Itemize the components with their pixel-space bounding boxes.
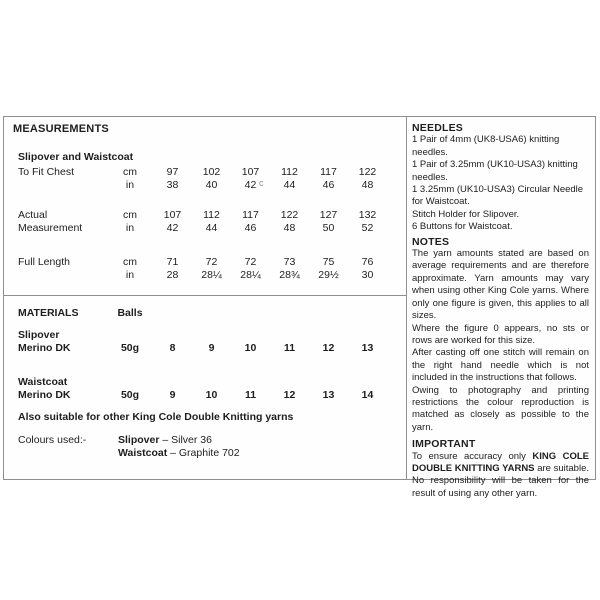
measurement-value: 122	[280, 209, 299, 221]
note-paragraph: Owing to photography and printing restrictions the colour reproduction is matched as closely as possible to the yarn.	[412, 384, 589, 433]
needle-item: 1 Pair of 4mm (UK8-USA6) knitting needles.	[412, 134, 560, 158]
measurement-line	[13, 166, 406, 179]
scan-artifact: c	[259, 178, 264, 188]
colours-label: Colours used:-	[18, 434, 87, 446]
colour-value: – Graphite 702	[167, 447, 240, 459]
measurement-row-group	[13, 166, 406, 192]
important-text-post: are suitable. No responsibility will be taken for the result of using any other yarn.	[412, 462, 589, 499]
measurement-value: 50	[322, 222, 335, 234]
measurement-value: 42	[166, 222, 179, 234]
balls-count: 13	[322, 389, 335, 401]
note-paragraph: The yarn amounts stated are based on average requirements and are therefore approximate. Yarn amounts may vary when using other King Cole yarns. Where only one figure is given, this applies to all sizes.	[412, 248, 589, 322]
right-column	[407, 117, 595, 499]
measurements-title: MEASUREMENTS	[13, 123, 109, 135]
important-paragraph	[412, 451, 589, 501]
balls-count: 13	[361, 342, 374, 354]
measurement-value: 107	[241, 166, 260, 178]
measurement-value: 117	[320, 166, 337, 178]
notes-paragraphs	[412, 248, 589, 434]
measurement-row-group	[13, 256, 406, 282]
colours-row	[13, 434, 406, 460]
important-text-bold: KING COLE DOUBLE KNITTING YARNS	[412, 450, 589, 474]
unit-label: in	[125, 179, 135, 191]
measurement-value: 132	[358, 209, 377, 221]
unit-label: cm	[123, 166, 137, 178]
needle-item: 1 3.25mm (UK10-USA3) Circular Needle for Waistcoat.	[412, 184, 584, 208]
measurement-line	[13, 222, 406, 235]
measurement-value: 28¼	[240, 269, 261, 281]
needle-item: 1 Pair of 3.25mm (UK10-USA3) knitting needles.	[412, 159, 578, 183]
measurement-label: Full Length	[18, 256, 70, 268]
material-name-line	[13, 376, 406, 389]
left-column	[4, 117, 407, 479]
balls-count: 8	[169, 342, 176, 354]
measurement-value: 71	[166, 256, 179, 268]
also-suitable-note: Also suitable for other King Cole Double Knitting yarns	[18, 411, 294, 423]
balls-count: 9	[208, 342, 215, 354]
unit-label: in	[125, 269, 135, 281]
materials-items	[13, 329, 406, 402]
notes-title: NOTES	[412, 235, 450, 248]
pattern-info-box	[3, 116, 596, 499]
colour-entry	[118, 447, 387, 460]
material-name: Waistcoat	[18, 376, 68, 388]
measurement-value: 72	[205, 256, 218, 268]
balls-column-label: Balls	[117, 307, 143, 319]
colour-value: – Silver 36	[159, 434, 212, 446]
needle-item: 6 Buttons for Waistcoat.	[412, 221, 513, 233]
measurement-value: 28¼	[201, 269, 222, 281]
measurement-value: 42	[244, 179, 257, 191]
measurement-value: 40	[205, 179, 218, 191]
measurement-value: 48	[361, 179, 374, 191]
materials-title: MATERIALS	[18, 307, 79, 319]
measurement-value: 44	[283, 179, 296, 191]
colour-entry	[118, 434, 387, 447]
measurement-value: 127	[319, 209, 338, 221]
important-title: IMPORTANT	[412, 438, 476, 451]
measurement-value: 44	[205, 222, 218, 234]
measurement-value: 48	[283, 222, 296, 234]
measurement-value: 102	[202, 166, 221, 178]
measurement-line	[13, 179, 406, 192]
balls-count: 10	[205, 389, 218, 401]
measurement-value: 30	[361, 269, 374, 281]
measurement-row-group	[13, 209, 406, 235]
measurement-line	[13, 256, 406, 269]
measurement-value: 28	[166, 269, 179, 281]
material-yarn: Merino DK	[18, 342, 71, 354]
unit-label: cm	[123, 256, 137, 268]
unit-label: in	[125, 222, 135, 234]
measurements-subtitle: Slipover and Waistcoat	[18, 151, 134, 163]
measurement-value: 75	[322, 256, 335, 268]
needle-item: Stitch Holder for Slipover.	[412, 208, 520, 220]
colour-item-name: Waistcoat	[118, 447, 168, 459]
material-values-line	[13, 389, 406, 402]
measurement-value: 46	[244, 222, 257, 234]
material-weight: 50g	[120, 389, 140, 401]
material-item	[13, 329, 406, 355]
measurement-label: Actual	[18, 209, 48, 221]
balls-count: 14	[361, 389, 374, 401]
materials-header-row	[13, 307, 406, 320]
balls-count: 11	[244, 389, 257, 401]
needles-list	[412, 134, 589, 233]
measurement-value: 46	[322, 179, 335, 191]
measurement-value: 107	[163, 209, 182, 221]
balls-count: 12	[322, 342, 335, 354]
balls-count: 11	[283, 342, 296, 354]
measurement-value: 76	[361, 256, 374, 268]
measurement-value: 72	[244, 256, 257, 268]
note-paragraph: Where the figure 0 appears, no sts or rows are worked for this size.	[412, 322, 589, 346]
measurement-value: 112	[281, 166, 298, 178]
measurement-value: 38	[166, 179, 179, 191]
colour-item-name: Slipover	[118, 434, 160, 446]
measurement-value: 52	[361, 222, 374, 234]
note-paragraph: After casting off one stitch will remain on the right hand needle which is not included in the instructions that follows.	[412, 347, 589, 384]
needles-title: NEEDLES	[412, 122, 463, 134]
measurement-label: Measurement	[18, 222, 83, 234]
measurement-value: 28¾	[279, 269, 300, 281]
material-weight: 50g	[120, 342, 140, 354]
measurements-table	[13, 166, 406, 282]
measurement-label: To Fit Chest	[18, 166, 75, 178]
important-text-pre: To ensure accuracy only	[412, 450, 533, 462]
material-name: Slipover	[18, 329, 60, 341]
measurement-line	[13, 209, 406, 222]
measurement-line	[13, 269, 406, 282]
balls-count: 9	[169, 389, 176, 401]
measurement-value: 117	[242, 209, 259, 221]
measurement-value: 112	[203, 209, 220, 221]
measurement-value: 73	[283, 256, 296, 268]
material-name-line	[13, 329, 406, 342]
measurement-value: 122	[358, 166, 377, 178]
measurement-value: 29½	[318, 269, 339, 281]
unit-label: cm	[123, 209, 137, 221]
colours-values	[107, 434, 387, 460]
material-values-line	[13, 342, 406, 355]
balls-count: 10	[244, 342, 257, 354]
measurement-value: 97	[166, 166, 179, 178]
material-yarn: Merino DK	[18, 389, 71, 401]
balls-count: 12	[283, 389, 296, 401]
material-item	[13, 376, 406, 402]
materials-section	[4, 295, 406, 479]
measurements-section	[4, 117, 406, 295]
